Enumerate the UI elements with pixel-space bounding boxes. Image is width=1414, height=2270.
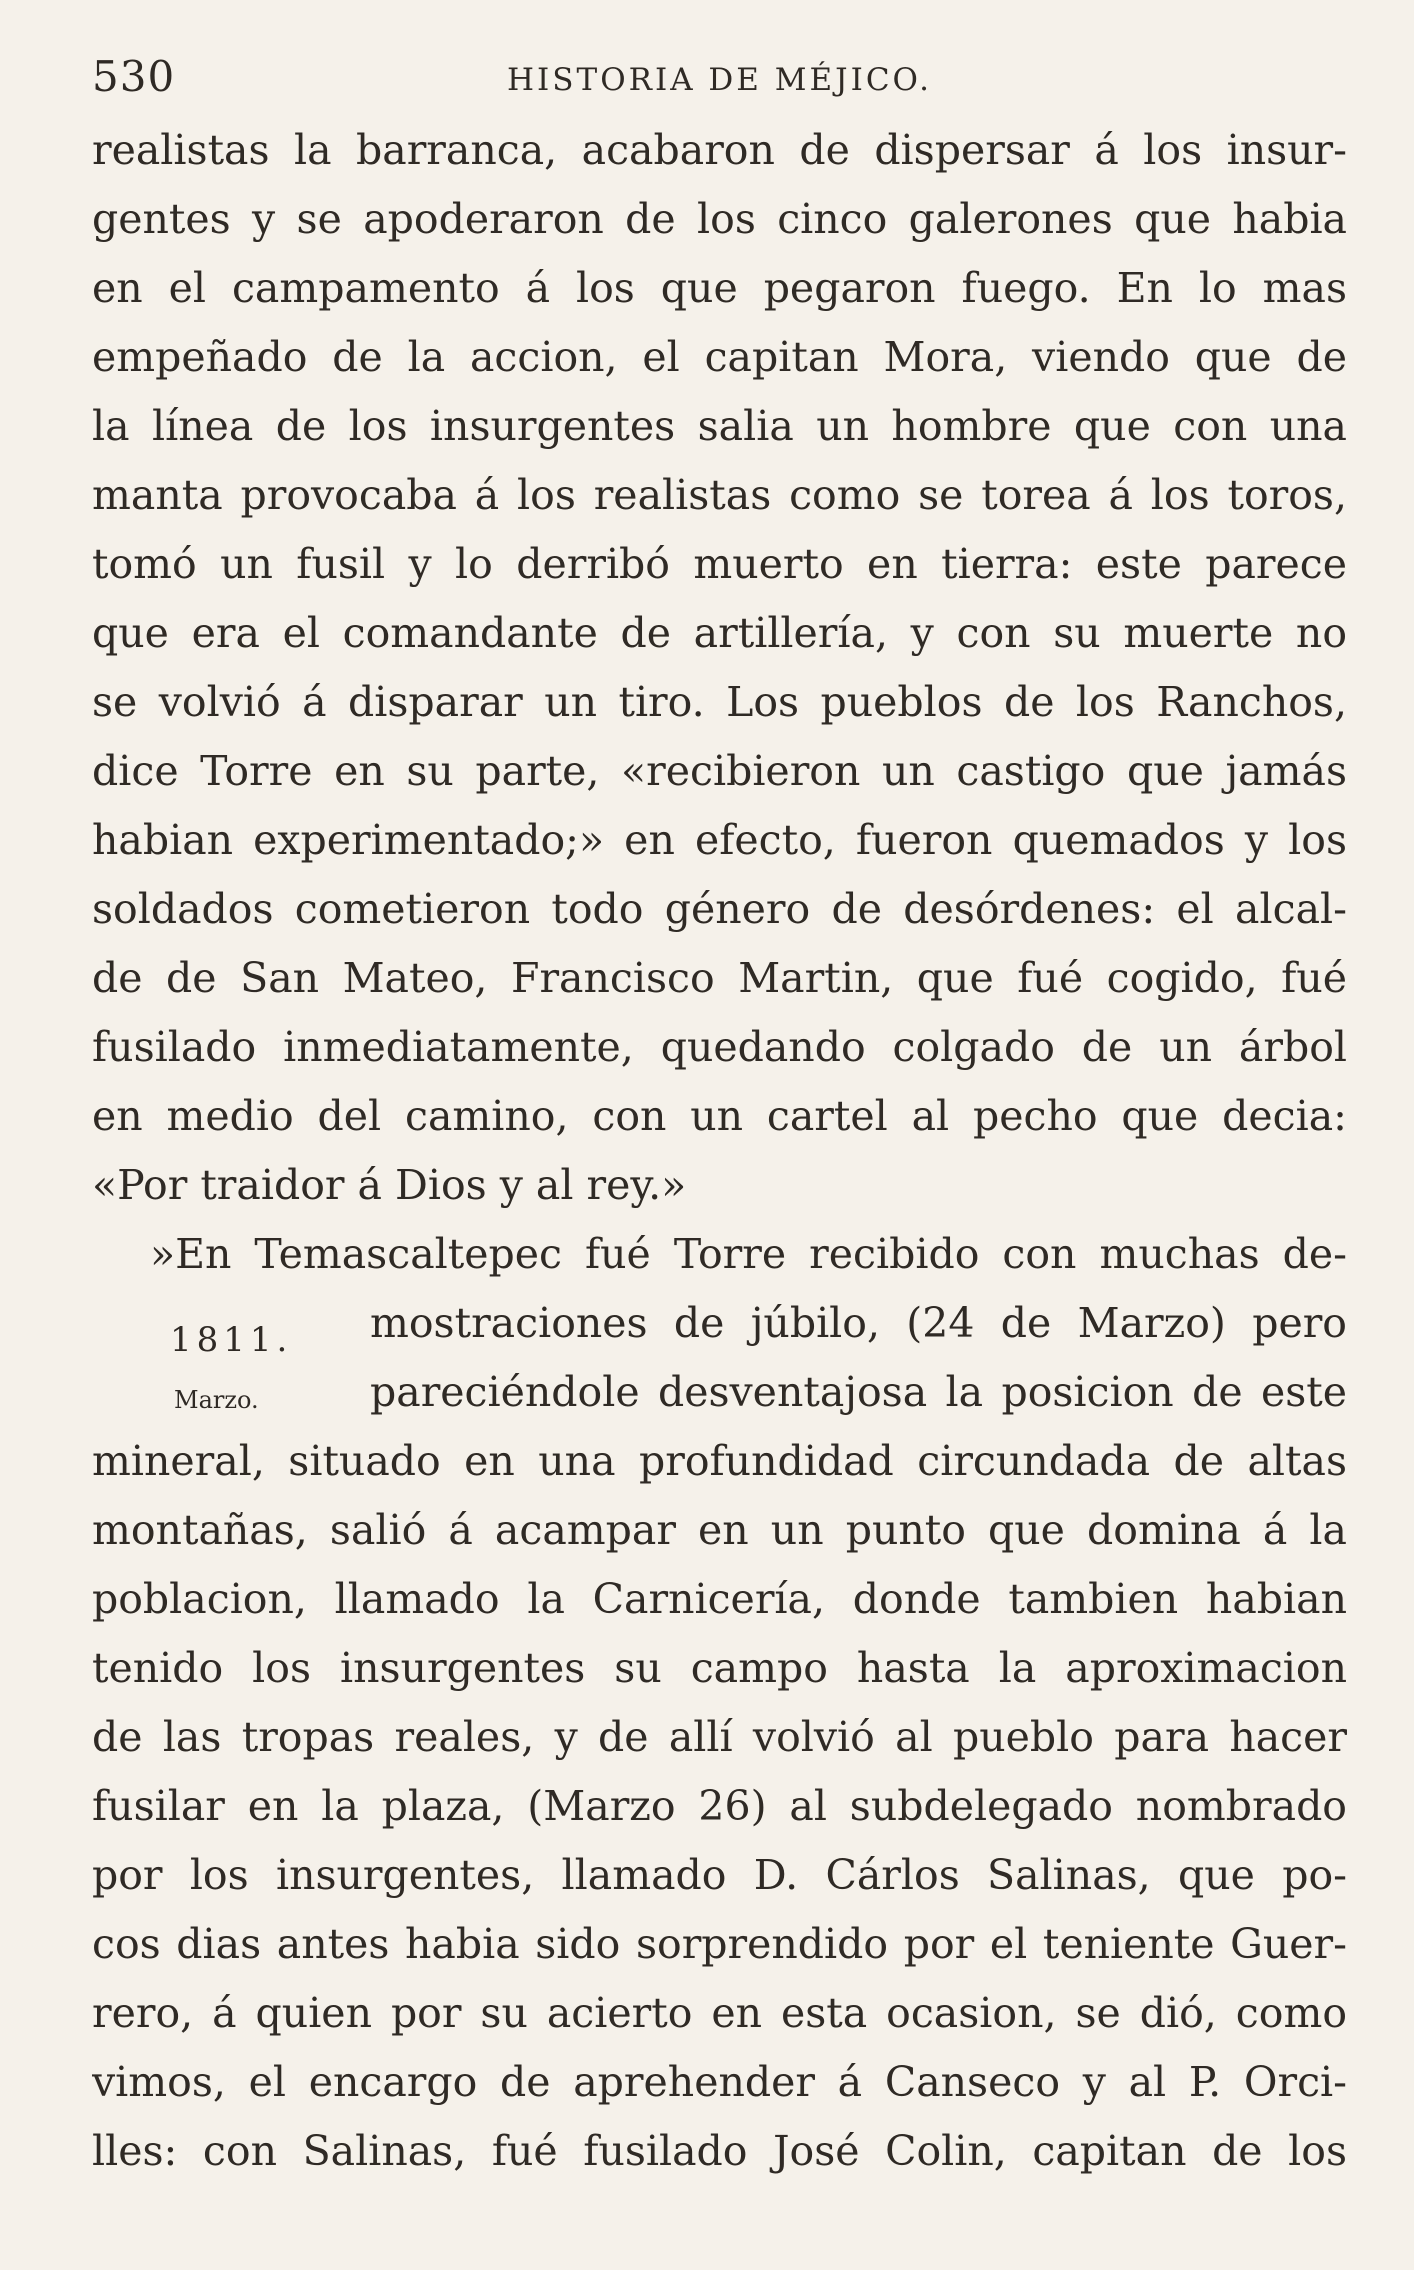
running-title: HISTORIA DE MÉJICO. xyxy=(507,62,932,98)
text-line: de las tropas reales, y de allí volvió al pueblo para hacer xyxy=(92,1713,1347,1761)
page-header xyxy=(92,52,1347,112)
text-line: fusilado inmediatamente, quedando colgado de un árbol xyxy=(92,1023,1347,1071)
text-line: soldados cometieron todo género de desórdenes: el alcal- xyxy=(92,885,1347,933)
text-line: habian experimentado;» en efecto, fueron quemados y los xyxy=(92,816,1347,864)
page-number: 530 xyxy=(92,52,176,101)
text-line: vimos, el encargo de aprehender á Canseco y al P. Orci- xyxy=(92,2058,1347,2106)
text-line: »En Temascaltepec fué Torre recibido con muchas de- xyxy=(150,1230,1347,1278)
text-line: montañas, salió á acampar en un punto que domina á la xyxy=(92,1506,1347,1554)
text-line: manta provocaba á los realistas como se torea á los toros, xyxy=(92,471,1347,519)
text-line: poblacion, llamado la Carnicería, donde tambien habian xyxy=(92,1575,1347,1623)
text-line: en medio del camino, con un cartel al pecho que decia: xyxy=(92,1092,1347,1140)
text-line: se volvió á disparar un tiro. Los pueblos de los Ranchos, xyxy=(92,678,1347,726)
text-line: fusilar en la plaza, (Marzo 26) al subdelegado nombrado xyxy=(92,1782,1347,1830)
margin-note-year: 1811. xyxy=(170,1320,293,1360)
text-line: empeñado de la accion, el capitan Mora, viendo que de xyxy=(92,333,1347,381)
text-line: que era el comandante de artillería, y con su muerte no xyxy=(92,609,1347,657)
text-line: cos dias antes habia sido sorprendido por el teniente Guer- xyxy=(92,1920,1347,1968)
text-line: «Por traidor á Dios y al rey.» xyxy=(92,1161,687,1209)
text-line: la línea de los insurgentes salia un hombre que con una xyxy=(92,402,1347,450)
text-line: tenido los insurgentes su campo hasta la aproximacion xyxy=(92,1644,1347,1692)
text-line: lles: con Salinas, fué fusilado José Colin, capitan de los xyxy=(92,2127,1347,2175)
text-line: rero, á quien por su acierto en esta ocasion, se dió, como xyxy=(92,1989,1347,2037)
text-line: mineral, situado en una profundidad circundada de altas xyxy=(92,1437,1347,1485)
text-line: mostraciones de júbilo, (24 de Marzo) pero xyxy=(370,1299,1347,1347)
margin-note-month: Marzo. xyxy=(174,1386,259,1414)
text-line: de de San Mateo, Francisco Martin, que fué cogido, fué xyxy=(92,954,1347,1002)
text-line: tomó un fusil y lo derribó muerto en tierra: este parece xyxy=(92,540,1347,588)
text-line: por los insurgentes, llamado D. Cárlos Salinas, que po- xyxy=(92,1851,1347,1899)
text-line: en el campamento á los que pegaron fuego. En lo mas xyxy=(92,264,1347,312)
text-line: pareciéndole desventajosa la posicion de este xyxy=(370,1368,1347,1416)
text-line: dice Torre en su parte, «recibieron un castigo que jamás xyxy=(92,747,1347,795)
text-line: gentes y se apoderaron de los cinco galerones que habia xyxy=(92,195,1347,243)
text-line: realistas la barranca, acabaron de dispersar á los insur- xyxy=(92,126,1347,174)
